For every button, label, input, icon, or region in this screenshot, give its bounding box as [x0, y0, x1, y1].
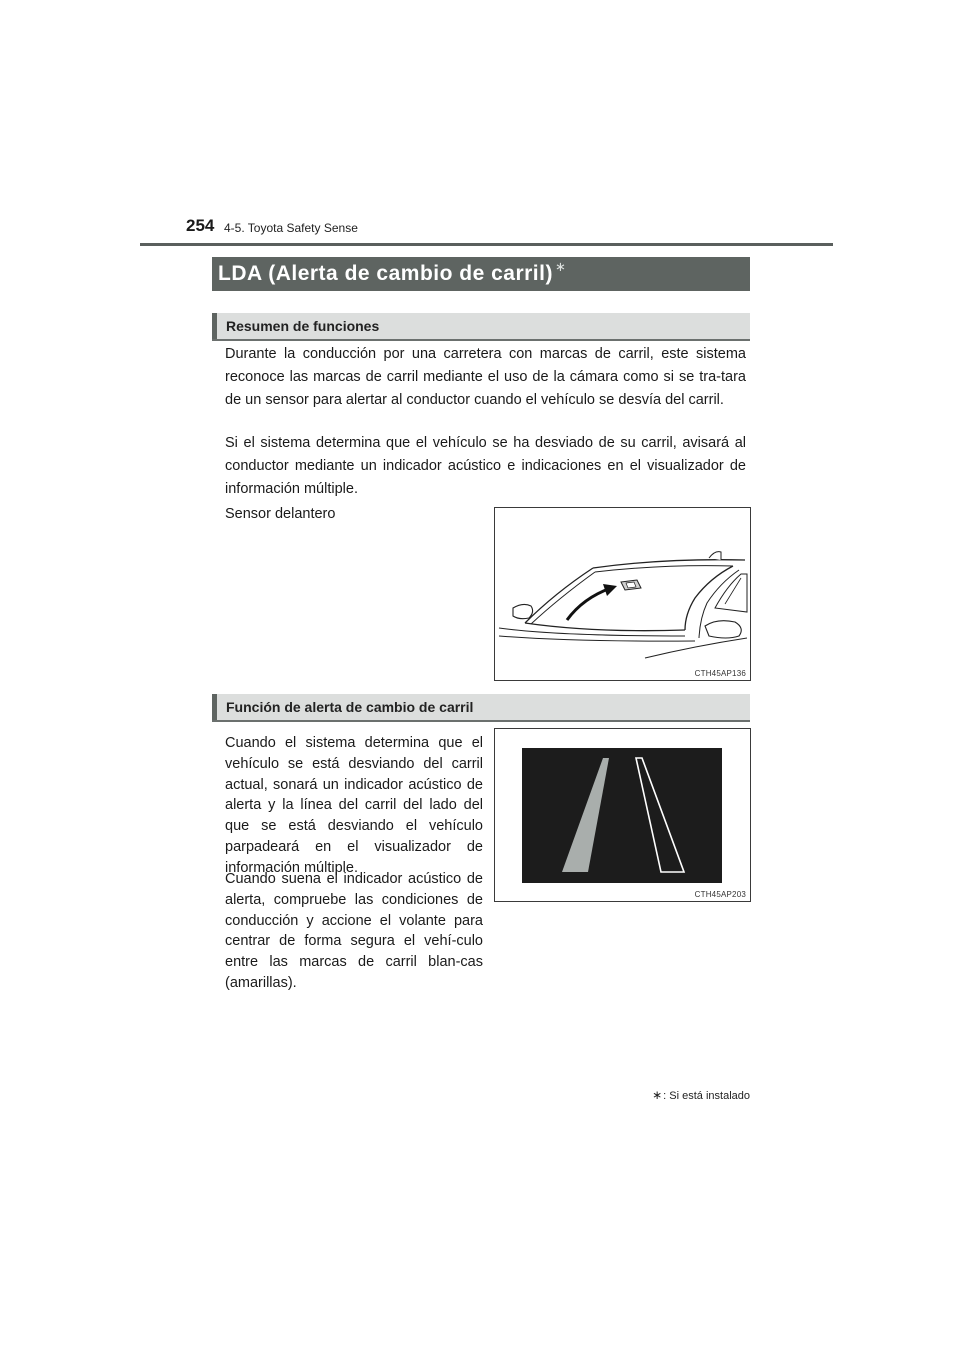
page-title-marker: ∗ [554, 259, 567, 274]
subsection-heading-overview: Resumen de funciones [212, 313, 750, 339]
section-reference: 4-5. Toyota Safety Sense [224, 221, 358, 235]
sensor-label: Sensor delantero [225, 506, 336, 522]
alert-paragraph-1: Cuando el sistema determina que el vehículo se está desviando del carril actual, sonará un indicador acústico de alerta y la línea del carril del lado del que se está desviando el vehículo parpadeará en el visualizador de información múltiple. [225, 735, 483, 876]
subsection-heading-alert-function: Función de alerta de cambio de carril [212, 694, 750, 720]
overview-paragraph-2: Si el sistema determina que el vehículo se ha desviado de su carril, avisará al conductor mediante un indicador acústico e indicaciones en el visualizador de información múltiple. [225, 435, 746, 497]
figure-front-sensor [494, 507, 751, 681]
page-number: 254 [186, 216, 215, 235]
footnote-marker: ∗ [652, 1088, 663, 1102]
header-rule [140, 243, 833, 246]
lane-display-illustration [495, 729, 750, 901]
figure-code-lane: CTH45AP203 [694, 890, 746, 899]
page-title-text: LDA (Alerta de cambio de carril) [218, 262, 553, 285]
figure-lane-display [494, 728, 751, 902]
footnote-text: : Si está instalado [663, 1090, 750, 1102]
figure-code-sensor: CTH45AP136 [694, 669, 746, 678]
overview-paragraph-1: Durante la conducción por una carretera con marcas de carril, este sistema reconoce las marcas de carril mediante el uso de la cámara como si se tra-tara de un sensor para alertar al conductor cuando el vehículo se desvía del carril. [225, 346, 746, 408]
page-title [212, 257, 750, 291]
alert-paragraph-2: Cuando suena el indicador acústico de alerta, compruebe las condiciones de conducción y accione el volante para centrar de forma segura el vehí-culo entre las marcas de carril blan-cas (amarillas). [225, 871, 483, 991]
footnote [652, 1088, 750, 1102]
windshield-illustration [495, 508, 750, 680]
